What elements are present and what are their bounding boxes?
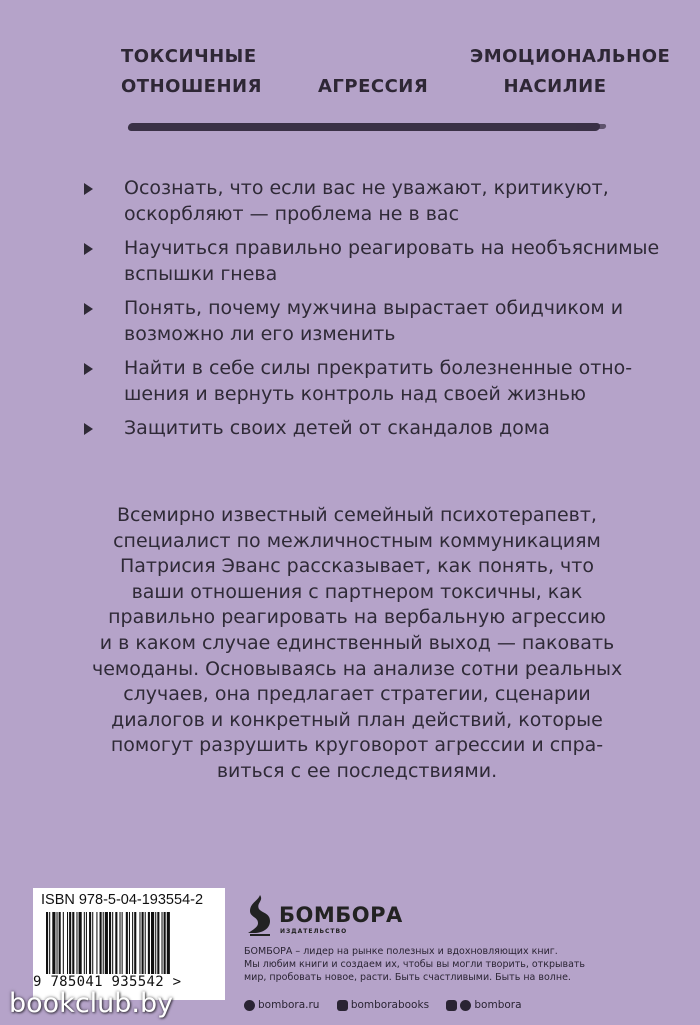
youtube-icon [446,1000,457,1011]
publisher-socials [244,999,536,1014]
tag-toxic-relationships: ТОКСИЧНЫЕ ОТНОШЕНИЯ [121,46,262,97]
topic-tags [0,42,700,112]
barcode-digits: 9 785041 935542 > [33,974,182,990]
tag-aggression: АГРЕССИЯ [318,76,429,97]
social-link-website[interactable]: bombora.ru [244,999,319,1011]
book-description: Всемирно известный семейный психотерапевт, специалист по межличностным коммуникациям Патрисия Эванс рассказывает, как понять, что ваши отношения с партнером токсичны, как правильно реагировать на вербальную агрессию и в каком случае единственный выход — паковать чемоданы. Основываясь на анализе сотни реальных случаев, она предлагает стратегии, сценарии диалогов и конкретный план действий, которые помогут разрушить круговорот агрессии и спра- виться с ее последствиями. [92,504,623,782]
list-item: Осознать, что если вас не уважают, критикуют, оскорбляют — проблема не в вас [80,175,660,227]
triangle-bullet-icon [84,303,93,315]
isbn-label: ISBN 978-5-04-193554-2 [41,892,204,908]
tag-emotional-abuse: ЭМОЦИОНАЛЬНОЕ НАСИЛИЕ [470,46,671,97]
watermark: bookclub.by [9,988,174,1019]
social-link-telegram[interactable]: bombora [446,999,521,1011]
triangle-bullet-icon [84,243,93,255]
barcode-icon [46,912,212,976]
list-item: Найти в себе силы прекратить болезненные отно- шения и вернуть контроль над своей жизнью [80,355,660,407]
triangle-bullet-icon [84,363,93,375]
social-link-vk[interactable]: bomborabooks [337,999,429,1011]
publisher-name: БОМБОРА [279,903,403,927]
vk-icon [337,1000,348,1011]
list-item: Понять, почему мужчина вырастает обидчиком и возможно ли его изменить [80,295,660,347]
triangle-bullet-icon [84,183,93,195]
bombora-logo-icon [244,893,274,937]
brush-stroke-divider [127,123,600,131]
telegram-icon [460,1000,471,1011]
list-item: Защитить своих детей от скандалов дома [80,415,660,441]
publisher-subtitle: ИЗДАТЕЛЬСТВО [280,928,348,935]
list-item: Научиться правильно реагировать на необъяснимые вспышки гнева [80,235,660,287]
publisher-description: БОМБОРА – лидер на рынке полезных и вдохновляющих книг. Мы любим книги и создаем их, чтобы вы могли творить, открывать мир, пробовать новое, расти. Быть счастливыми. Быть на волне. [244,946,586,983]
triangle-bullet-icon [84,423,93,435]
globe-icon [244,1000,255,1011]
barcode-block [33,888,225,1000]
benefits-list [80,175,660,449]
